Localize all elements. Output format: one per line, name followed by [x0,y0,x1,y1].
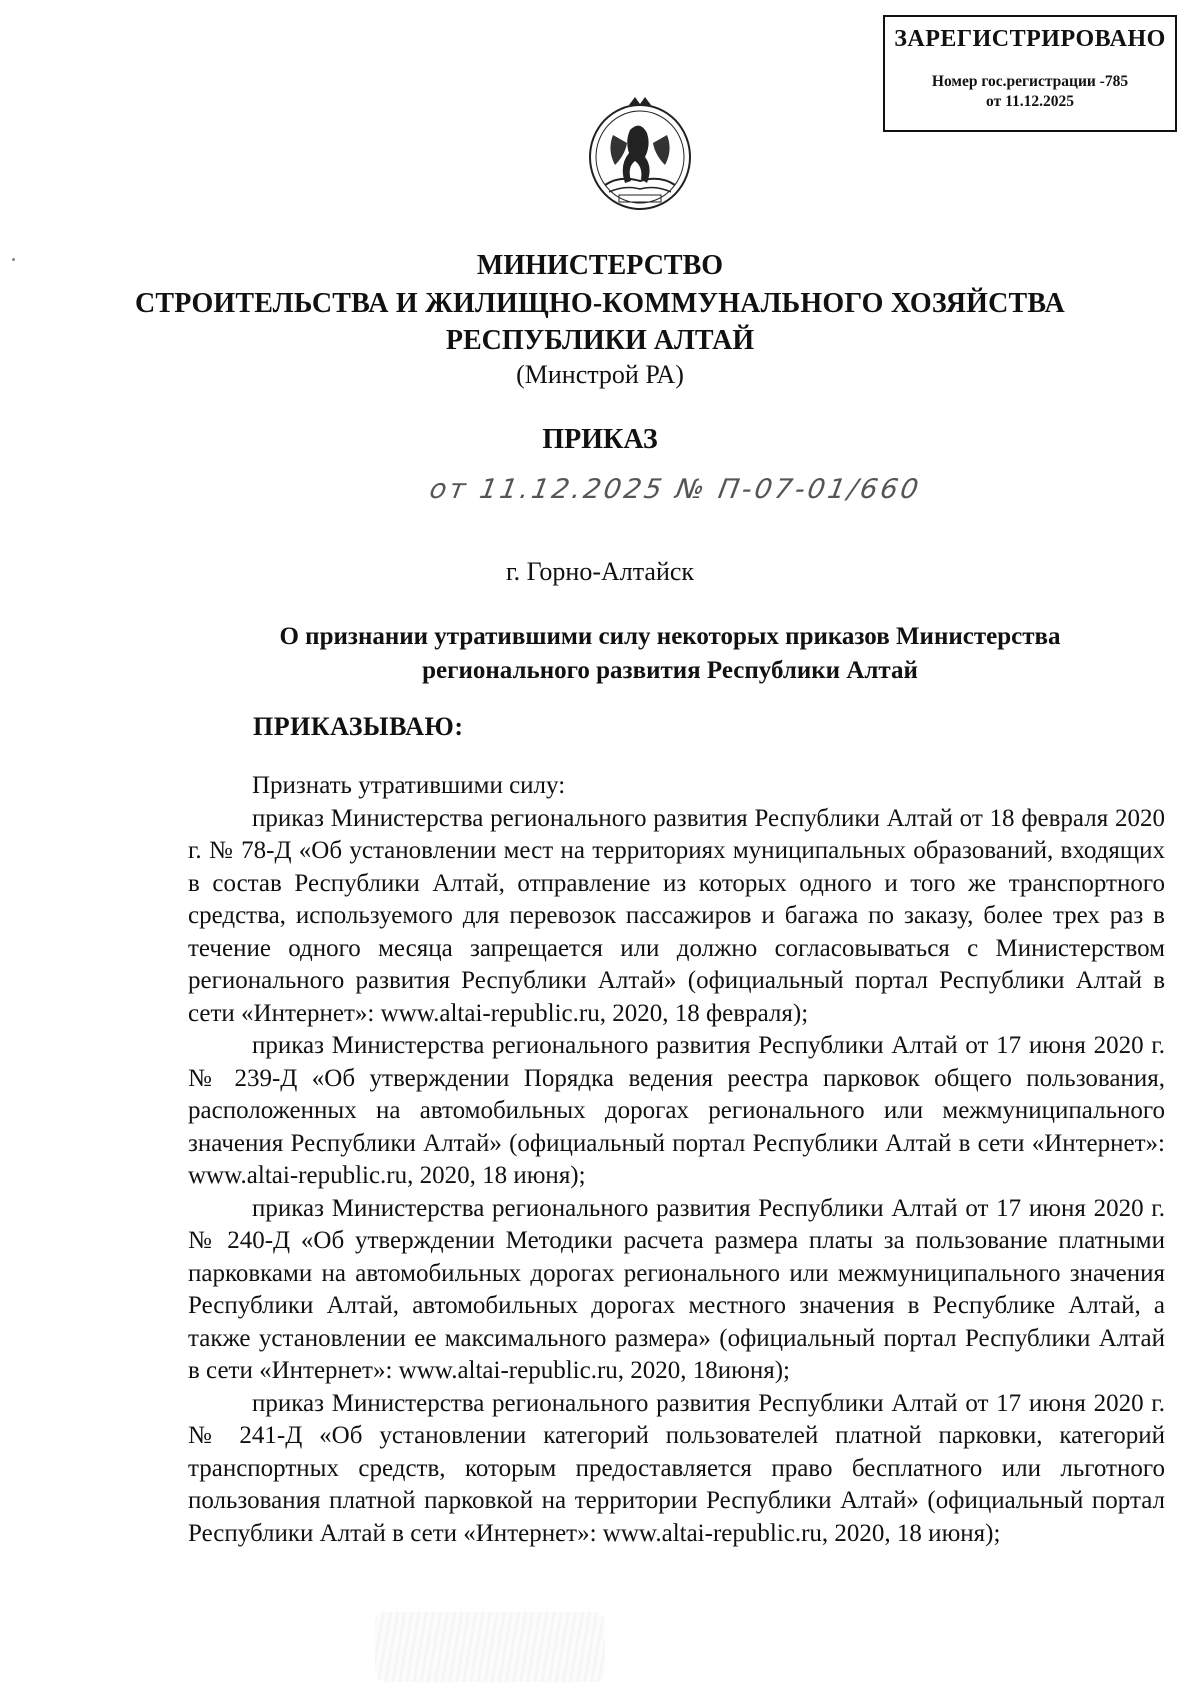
subject-line-2: регионального развития Республики Алтай [422,657,918,684]
order-subject [240,620,1100,688]
document-type: ПРИКАЗ [542,424,658,455]
ministry-abbreviation: (Минстрой РА) [516,360,684,389]
stamp-title: ЗАРЕГИСТРИРОВАНО [894,26,1166,52]
order-directive: ПРИКАЗЫВАЮ: [253,712,464,741]
repealed-order-item: приказ Министерства регионального развития Республики Алтай от 17 июня 2020 г. № 240-Д «Об утверждении Методики расчета размера платы за пользование платными парковками на автомобильных дорогах регионального или межмуниципального значения Республики Алтай, автомобильных дорогах местного значения в Республике Алтай, а также установлении ее максимального размера» (официальный портал Республики Алтай в сети «Интернет»: www.altai-republic.ru, 2020, 18июня); [188,1194,1165,1384]
altai-coat-of-arms-emblem-icon [585,95,695,213]
repealed-order-item: приказ Министерства регионального развития Республики Алтай от 17 июня 2020 г. № 241-Д «Об установлении категорий пользователей платной парковки, категорий транспортных средств, которым предоставляется право бесплатного или льготного пользования платной парковкой на территории Республики Алтай» (официальный портал Республики Алтай в сети «Интернет»: www.altai-republic.ru, 2020, 18 июня); [188,1389,1165,1547]
order-body [188,770,1165,1550]
ministry-region: РЕСПУБЛИКИ АЛТАЙ [445,325,755,356]
handwritten-order-number-text: от 11.12.2025 № П-07-01/660 [427,474,924,505]
ministry-full-name: СТРОИТЕЛЬСТВА И ЖИЛИЩНО-КОММУНАЛЬНОГО ХОЗЯЙСТВА [135,288,1065,319]
city: г. Горно-Алтайск [505,557,695,586]
scan-smudge [375,1612,605,1682]
handwritten-order-number [427,474,930,505]
ministry-title: МИНИСТЕРСТВО [476,250,724,281]
scan-speck [12,258,15,261]
repealed-order-item: приказ Министерства регионального развития Республики Алтай от 18 февраля 2020 г. № 78-Д «Об установлении мест на территориях муниципальных образований, входящих в состав Республики Алтай, отправление из которых одного и того же транспортного средства, используемого для перевозок пассажиров и багажа по заказу, более трех раз в течение одного месяца запрещается или должно согласовываться с Министерством регионального развития Республики Алтай» (официальный портал Республики Алтай в сети «Интернет»: www.altai-republic.ru, 2020, 18 февраля); [188,804,1165,1027]
subject-line-1: О признании утратившими силу некоторых приказов Министерства [279,623,1061,650]
stamp-registration-number: Номер гос.регистрации -785 [931,73,1129,90]
registration-stamp [883,15,1177,132]
body-lead: Признать утратившими силу: [252,772,566,799]
stamp-registration-date: от 11.12.2025 [986,93,1074,110]
repealed-order-item: приказ Министерства регионального развития Республики Алтай от 17 июня 2020 г. № 239-Д «Об утверждении Порядка ведения реестра парковок общего пользования, расположенных на автомобильных дорогах регионального или межмуниципального значения Республики Алтай» (официальный портал Республики Алтай в сети «Интернет»: www.altai-republic.ru, 2020, 18 июня); [188,1032,1165,1189]
